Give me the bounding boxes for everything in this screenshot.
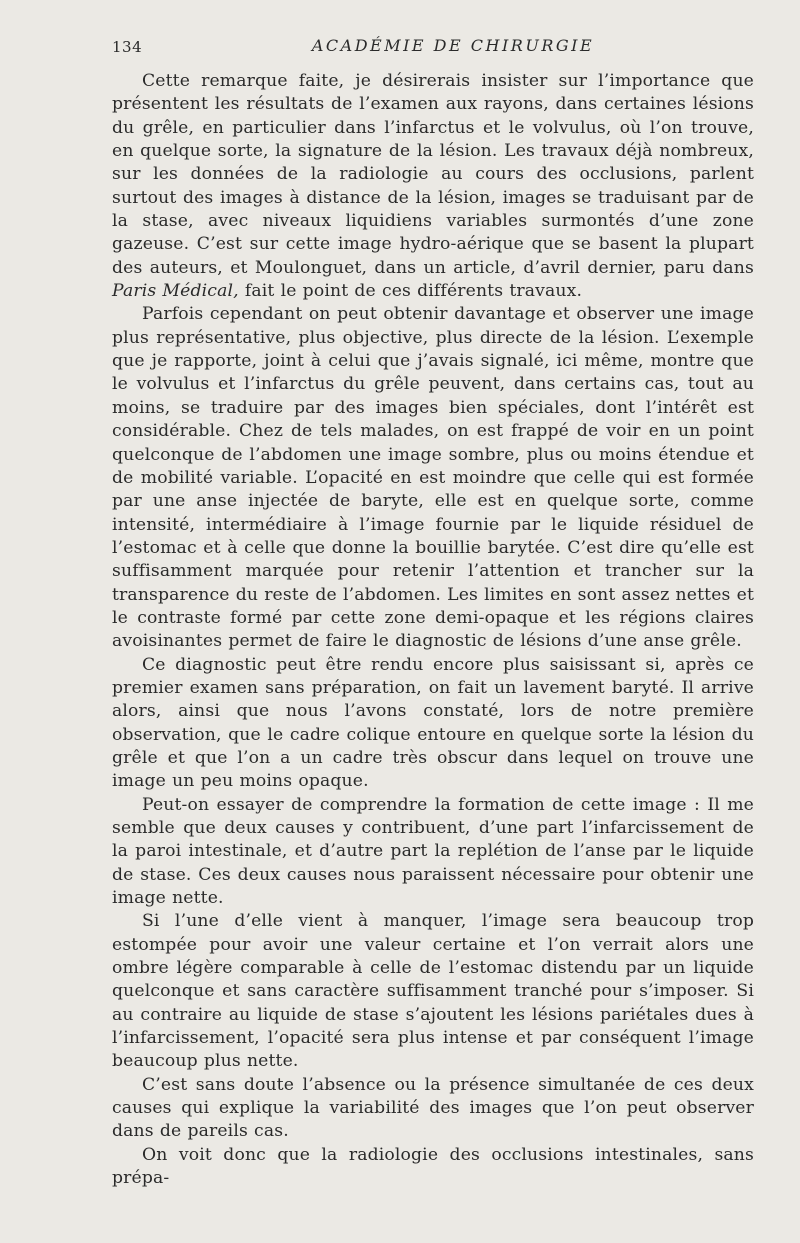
paragraph-5: Si l’une d’elle vient à manquer, l’image sera beaucoup trop estompée pour avoir une valeur certaine et l’on verrait alors une ombre légère comparable à celle de l’estomac distendu par un liquide quelconque et sans caractère suffisamment tranché pour s’imposer. Si au contraire au liquide de stase s’ajoutent les lésions pariétales dues à l’infarcissement, l’opacité sera plus intense et par conséquent l’image beaucoup plus nette. [112,911,754,1072]
paragraph-1 [112,70,754,303]
paragraph-2: Parfois cependant on peut obtenir davantage et observer une image plus représentative, plus objective, plus directe de la lésion. L’exemple que je rapporte, joint à celui que j’avais signalé, ici même, montre que le volvulus et l’infarctus du grêle peuvent, dans certains cas, tout au moins, se traduire par des images bien spéciales, dont l’intérêt est considérable. Chez de tels malades, on est frappé de voir en un point quelconque de l’abdomen une image sombre, plus ou moins étendue et de mobilité variable. L’opacité en est moindre que celle qui est formée par une anse injectée de baryte, elle est en quelque sorte, comme intensité, intermédiaire à l’image fournie par le liquide résiduel de l’estomac et à celle que donne la bouillie barytée. C’est dire qu’elle est suffisamment marquée pour retenir l’attention et trancher sur la transparence du reste de l’abdomen. Les limites en sont assez nettes et le contraste formé par cette zone demi-opaque et les régions claires avoisinantes permet de faire le diagnostic de lésions d’une anse grêle. [112,304,754,652]
running-title: ACADÉMIE DE CHIRURGIE [311,36,595,55]
journal-title: Paris Médical, [112,281,239,302]
paragraph-1-text-before: Cette remarque faite, je désirerais insister sur l’importance que présentent les résultats de l’examen aux rayons, dans certaines lésions du grêle, en particulier dans l’infarctus et le volvulus, où l’on trouve, en quelque sorte, la signature de la lésion. Les travaux déjà nombreux, sur les données de la radiologie au cours des occlusions, parlent surtout des images à distance de la lésion, images se traduisant par de la stase, avec niveaux liquidiens variables surmontés d’une zone gazeuse. C’est sur cette image hydro-aérique que se basent la plupart des auteurs, et Moulonguet, dans un article, d’avril dernier, paru dans [112,71,754,278]
paragraph-7: On voit donc que la radiologie des occlusions intestinales, sans prépa- [112,1144,754,1189]
paragraph-3: Ce diagnostic peut être rendu encore plus saisissant si, après ce premier examen sans préparation, on fait un lavement baryté. Il arrive alors, ainsi que nous l’avons constaté, lors de notre première observation, que le cadre colique entoure en quelque sorte la lésion du grêle et que l’on a un cadre très obscur dans lequel on trouve une image un peu moins opaque. [112,654,754,792]
paragraph-6: C’est sans doute l’absence ou la présence simultanée de ces deux causes qui explique la variabilité des images que l’on peut observer dans de pareils cas. [112,1074,754,1142]
body-text [112,70,754,1191]
page-header [112,34,754,64]
paragraph-4: Peut-on essayer de comprendre la formation de cette image : Il me semble que deux causes y contribuent, d’une part l’infarcissement de la paroi intestinale, et d’autre part la replétion de l’anse par le liquide de stase. Ces deux causes nous paraissent nécessaire pour obtenir une image nette. [112,794,754,909]
paragraph-1-text-after: fait le point de ces différents travaux. [238,281,583,302]
page-number: 134 [112,38,143,56]
